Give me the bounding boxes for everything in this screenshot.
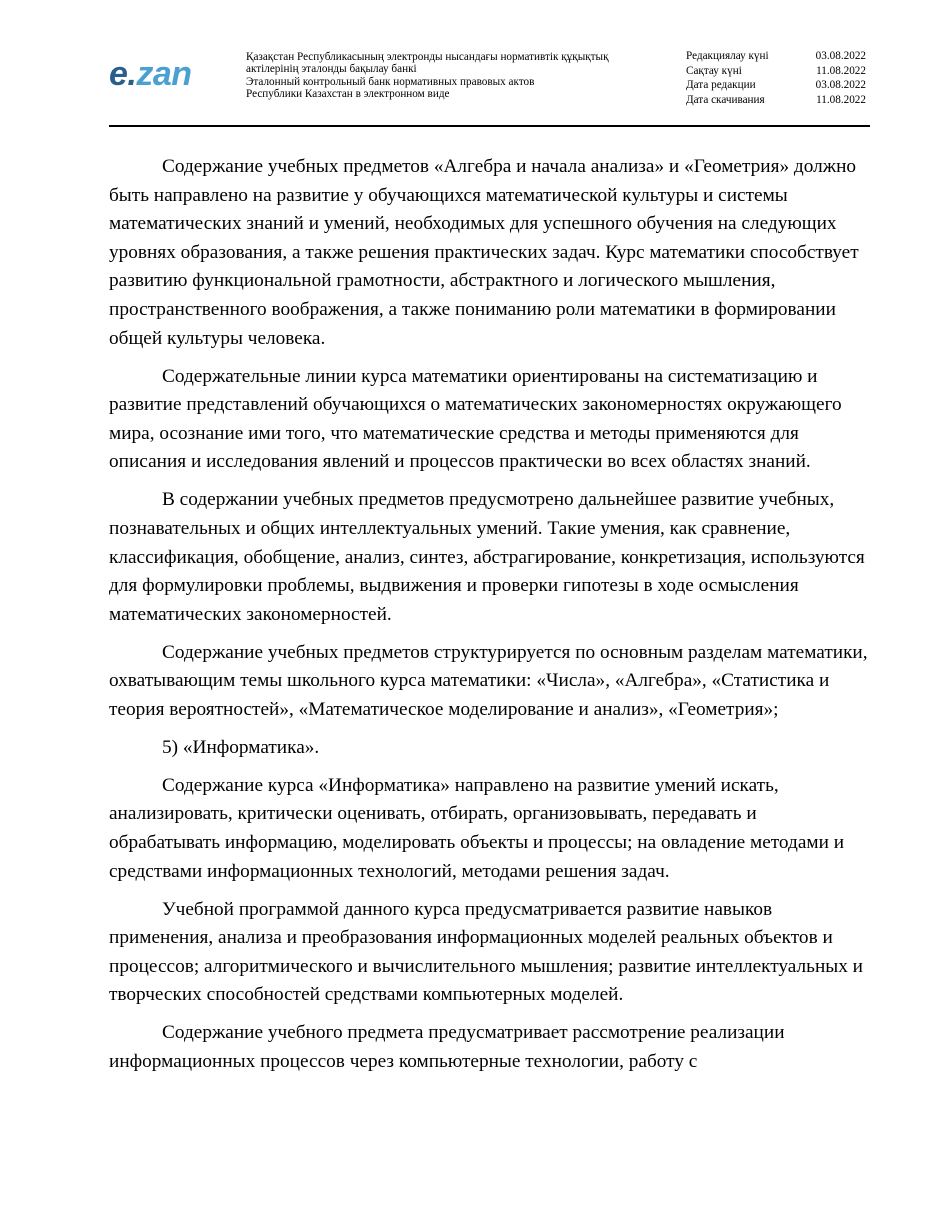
date-label: Сақтау күні — [686, 64, 742, 77]
body-paragraph: В содержании учебных предметов предусмотрено дальнейшее развитие учебных, познавательных и общих интеллектуальных умений. Такие умения, как сравнение, классификация, обобщение, анализ, синтез, абстрагирование, конкретизация, используются для формулировки проблемы, выдвижения и проверки гипотезы в ходе осмысления математических закономерностей. — [109, 489, 865, 625]
date-label: Редакциялау күні — [686, 50, 769, 62]
header-divider — [109, 125, 870, 127]
document-dates — [686, 49, 866, 107]
bank-description — [246, 51, 666, 100]
date-row-save-kz — [686, 64, 866, 79]
date-row-edit-kz — [686, 49, 866, 64]
date-value: 11.08.2022 — [816, 93, 866, 106]
document-body — [109, 153, 869, 1086]
body-paragraph: Учебной программой данного курса предусматривается развитие навыков применения, анализа и преобразования информационных моделей реальных объектов и процессов; алгоритмического и вычислительного мышления; развитие интеллектуальных и творческих способностей средствами компьютерных моделей. — [109, 898, 864, 1006]
logo-word-zan: zan — [136, 55, 192, 93]
bank-description-line: актілерінің эталонды бақылау банкі — [246, 63, 417, 76]
body-paragraph: Содержательные линии курса математики ориентированы на систематизацию и развитие представлений обучающихся о математических закономерностях окружающего мира, осознание ими того, что математические средства и методы применяются для описания и исследования явлений и процессов практически во всех областях знаний. — [109, 365, 842, 473]
section-heading: 5) «Информатика». — [162, 736, 320, 758]
date-value: 03.08.2022 — [815, 79, 866, 92]
logo-letter-e: e — [109, 55, 128, 93]
date-value: 11.08.2022 — [816, 64, 866, 77]
ezan-logo[interactable] — [109, 54, 192, 94]
date-value: 03.08.2022 — [815, 50, 866, 62]
bank-description-line: Қазақстан Республикасының электронды нысандағы нормативтік құқықтық — [246, 51, 609, 63]
document-header — [109, 44, 870, 124]
date-label: Дата редакции — [686, 79, 756, 92]
bank-description-line: Республики Казахстан в электронном виде — [246, 87, 450, 100]
body-paragraph: Содержание учебных предметов структурируется по основным разделам математики, охватывающим темы школьного курса математики: «Числа», «Алгебра», «Статистика и теория вероятностей», «Математическое моделирование и анализ», «Геометрия»; — [109, 641, 868, 720]
date-row-edit-ru — [686, 78, 866, 93]
body-paragraph: Содержание учебных предметов «Алгебра и начала анализа» и «Геометрия» должно быть направлено на развитие у обучающихся математической культуры и системы математических знаний и умений, необходимых для успешного обучения на следующих уровнях образования, а также решения практических задач. Курс математики способствует развитию функциональной грамотности, абстрактного и логического мышления, пространственного воображения, а также пониманию роли математики в формировании общей культуры человека. — [109, 156, 859, 349]
date-label: Дата скачивания — [686, 93, 765, 106]
date-row-download-ru — [686, 93, 866, 108]
logo-dot: . — [127, 55, 137, 93]
bank-description-line: Эталонный контрольный банк нормативных правовых актов — [246, 75, 535, 88]
body-paragraph: Содержание учебного предмета предусматривает рассмотрение реализации информационных процессов через компьютерные технологии, работу с — [109, 1022, 785, 1072]
body-paragraph: Содержание курса «Информатика» направлено на развитие умений искать, анализировать, критически оценивать, отбирать, организовывать, передавать и обрабатывать информацию, моделировать объекты и процессы; на овладение методами и средствами информационных технологий, методами решения задач. — [109, 774, 845, 882]
